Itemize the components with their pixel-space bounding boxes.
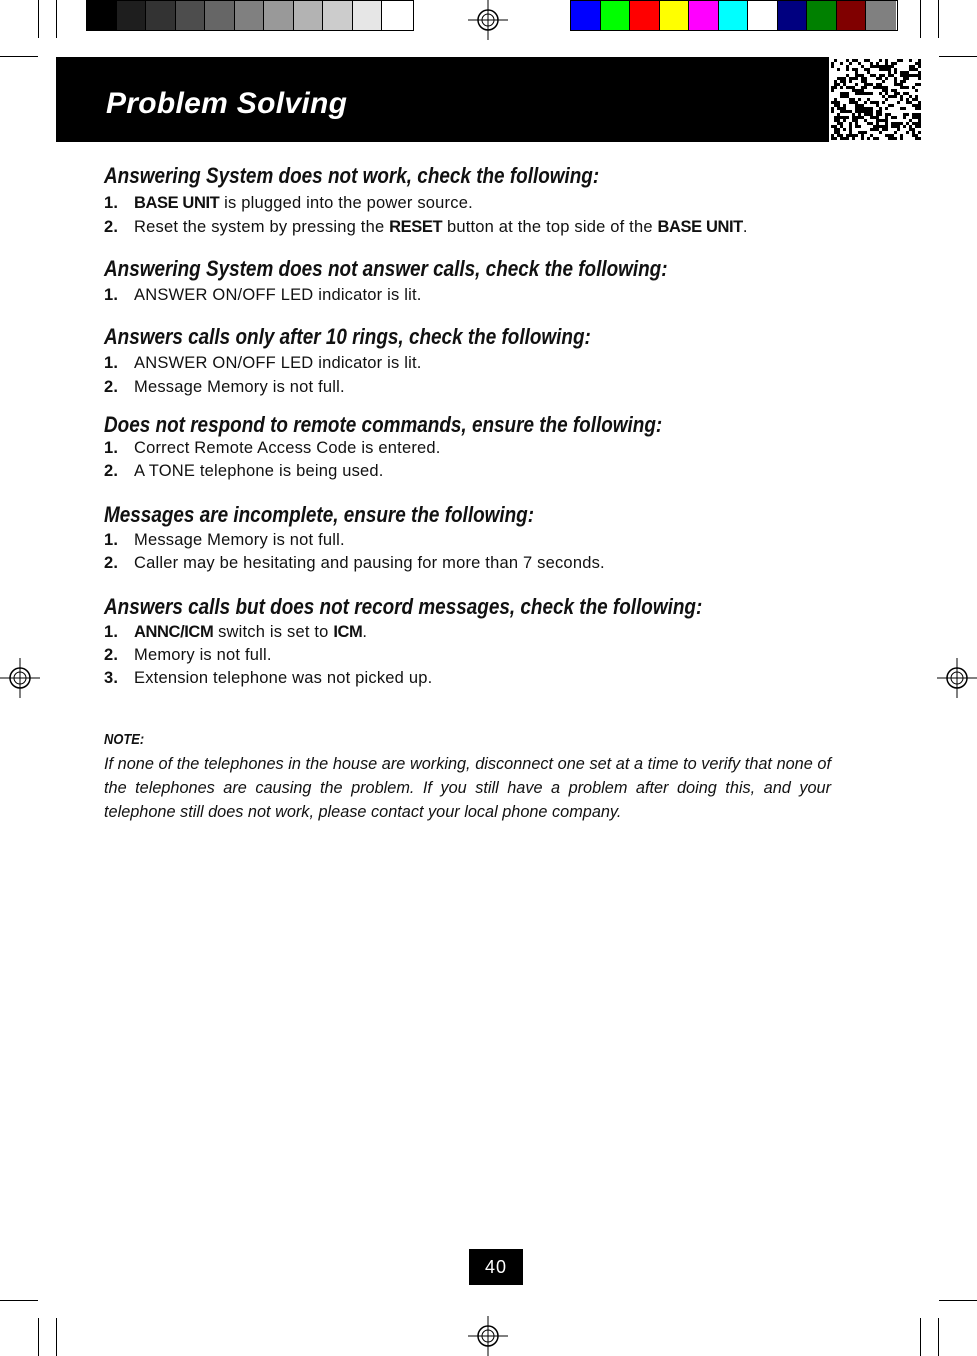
color-swatch bbox=[146, 1, 176, 30]
registration-target-icon bbox=[937, 658, 977, 698]
color-swatch bbox=[866, 1, 896, 30]
registration-target-icon bbox=[0, 658, 40, 698]
item-text: Extension telephone was not picked up. bbox=[134, 669, 433, 687]
item-text: button at the top side of the bbox=[442, 218, 658, 236]
item-number: 1. bbox=[104, 531, 119, 549]
section-heading: Answering System does not work, check the following: bbox=[104, 163, 600, 188]
color-swatch bbox=[630, 1, 660, 30]
qr-code-icon bbox=[829, 57, 921, 142]
section-heading: Answers calls but does not record messages, check the following: bbox=[104, 594, 703, 619]
checklist-item bbox=[104, 554, 605, 573]
color-swatch bbox=[117, 1, 147, 30]
color-swatch bbox=[601, 1, 631, 30]
note-text: If none of the telephones in the house are working, disconnect one set at a time to verify that none of the telephones are causing the problem. If you still have a problem after doing this, and your telephone still does not work, please contact your local phone company. bbox=[104, 755, 831, 821]
crop-mark bbox=[38, 0, 39, 38]
crop-mark bbox=[56, 1318, 57, 1356]
color-swatch bbox=[571, 1, 601, 30]
color-swatch bbox=[382, 1, 412, 30]
gray-calibration-bar bbox=[86, 0, 414, 31]
checklist-item bbox=[104, 378, 345, 397]
color-calibration-bar bbox=[570, 0, 898, 31]
checklist-item bbox=[104, 462, 384, 481]
color-swatch bbox=[660, 1, 690, 30]
item-number: 2. bbox=[104, 646, 119, 664]
item-text: Correct Remote Access Code is entered. bbox=[134, 439, 441, 457]
item-number: 2. bbox=[104, 378, 119, 396]
item-emphasis: RESET bbox=[389, 218, 443, 236]
item-number: 1. bbox=[104, 194, 119, 212]
item-number: 2. bbox=[104, 218, 119, 236]
item-text: . bbox=[742, 218, 748, 236]
section-heading: Answers calls only after 10 rings, check the following: bbox=[104, 324, 591, 349]
color-swatch bbox=[748, 1, 778, 30]
checklist-item bbox=[104, 531, 345, 550]
item-number: 1. bbox=[104, 439, 119, 457]
item-emphasis: BASE UNIT bbox=[134, 194, 220, 212]
item-text: A TONE telephone is being used. bbox=[134, 462, 384, 480]
registration-target-icon bbox=[468, 0, 508, 40]
color-swatch bbox=[689, 1, 719, 30]
item-text: is plugged into the power source. bbox=[219, 194, 473, 212]
checklist-item bbox=[104, 623, 367, 642]
color-swatch bbox=[778, 1, 808, 30]
item-text: switch is set to bbox=[213, 623, 334, 641]
item-emphasis: ICM bbox=[333, 623, 363, 641]
color-swatch bbox=[807, 1, 837, 30]
item-text: Reset the system by pressing the bbox=[134, 218, 390, 236]
crop-mark bbox=[920, 0, 921, 38]
crop-mark bbox=[939, 56, 977, 57]
color-swatch bbox=[205, 1, 235, 30]
item-text: Memory is not full. bbox=[134, 646, 272, 664]
checklist-item bbox=[104, 194, 473, 213]
color-swatch bbox=[87, 1, 117, 30]
crop-mark bbox=[0, 56, 38, 57]
item-text: Message Memory is not full. bbox=[134, 378, 345, 396]
checklist-item bbox=[104, 218, 748, 237]
item-number: 2. bbox=[104, 554, 119, 572]
color-swatch bbox=[176, 1, 206, 30]
checklist-item bbox=[104, 646, 272, 665]
item-number: 3. bbox=[104, 669, 119, 687]
color-swatch bbox=[353, 1, 383, 30]
item-text: ANSWER ON/OFF LED indicator is lit. bbox=[134, 286, 422, 304]
color-swatch bbox=[719, 1, 749, 30]
crop-mark bbox=[0, 1300, 38, 1301]
page-header bbox=[56, 57, 921, 142]
item-emphasis: ANNC/ICM bbox=[134, 623, 214, 641]
item-text: . bbox=[362, 623, 368, 641]
crop-mark bbox=[939, 1300, 977, 1301]
item-number: 2. bbox=[104, 462, 119, 480]
color-swatch bbox=[235, 1, 265, 30]
checklist-item bbox=[104, 354, 422, 373]
checklist-item bbox=[104, 669, 432, 688]
page-title: Problem Solving bbox=[106, 87, 348, 120]
checklist-item bbox=[104, 439, 441, 458]
section-heading: Messages are incomplete, ensure the following: bbox=[104, 502, 535, 527]
color-swatch bbox=[323, 1, 353, 30]
item-number: 1. bbox=[104, 354, 119, 372]
color-swatch bbox=[294, 1, 324, 30]
crop-mark bbox=[938, 1318, 939, 1356]
section-heading: Answering System does not answer calls, check the following: bbox=[104, 256, 668, 281]
registration-target-icon bbox=[468, 1316, 508, 1356]
item-number: 1. bbox=[104, 623, 119, 641]
checklist-item bbox=[104, 286, 422, 305]
item-text: ANSWER ON/OFF LED indicator is lit. bbox=[134, 354, 422, 372]
note-label: NOTE: bbox=[104, 731, 145, 748]
item-text: Message Memory is not full. bbox=[134, 531, 345, 549]
crop-mark bbox=[38, 1318, 39, 1356]
color-swatch bbox=[264, 1, 294, 30]
page-number: 40 bbox=[469, 1249, 523, 1285]
section-heading: Does not respond to remote commands, ensure the following: bbox=[104, 412, 663, 437]
crop-mark bbox=[938, 0, 939, 38]
crop-mark bbox=[920, 1318, 921, 1356]
item-number: 1. bbox=[104, 286, 119, 304]
crop-mark bbox=[56, 0, 57, 38]
item-emphasis: BASE UNIT bbox=[657, 218, 743, 236]
color-swatch bbox=[837, 1, 867, 30]
item-text: Caller may be hesitating and pausing for more than 7 seconds. bbox=[134, 554, 605, 572]
